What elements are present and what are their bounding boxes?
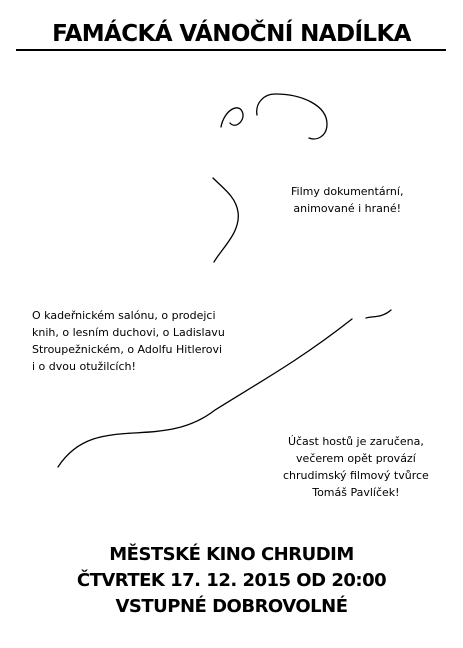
text-line: animované i hrané! [293, 202, 402, 215]
poster-title: FAMÁCKÁ VÁNOČNÍ NADÍLKA [52, 21, 411, 47]
text-line: Filmy dokumentární, [291, 185, 404, 198]
text-block-guests [283, 433, 429, 501]
text-line: O kadeřnickém salónu, o prodejci [32, 309, 216, 322]
text-line: knih, o lesním duchovi, o Ladislavu [32, 326, 225, 339]
squiggle-middle [213, 178, 238, 262]
text-line: Účast hostů je zaručena, [287, 435, 424, 448]
date-time: ČTVRTEK 17. 12. 2015 OD 20:00 [76, 570, 387, 591]
text-line: večerem opět provází [296, 452, 416, 465]
text-block-topics [32, 307, 225, 375]
squiggle-top-left [221, 108, 243, 127]
squiggle-top-right [257, 94, 327, 139]
admission: VSTUPNÉ DOBROVOLNÉ [115, 596, 348, 617]
event-details [0, 542, 463, 620]
venue: MĚSTSKÉ KINO CHRUDIM [109, 544, 354, 565]
text-line: i o dvou otužilcích! [32, 360, 136, 373]
text-line: chrudimský filmový tvůrce [283, 469, 429, 482]
text-block-films [291, 183, 403, 217]
squiggle-left [366, 310, 391, 318]
text-line: Tomáš Pavlíček! [312, 486, 400, 499]
text-line: Stroupežnickém, o Adolfu Hitlerovi [32, 343, 223, 356]
